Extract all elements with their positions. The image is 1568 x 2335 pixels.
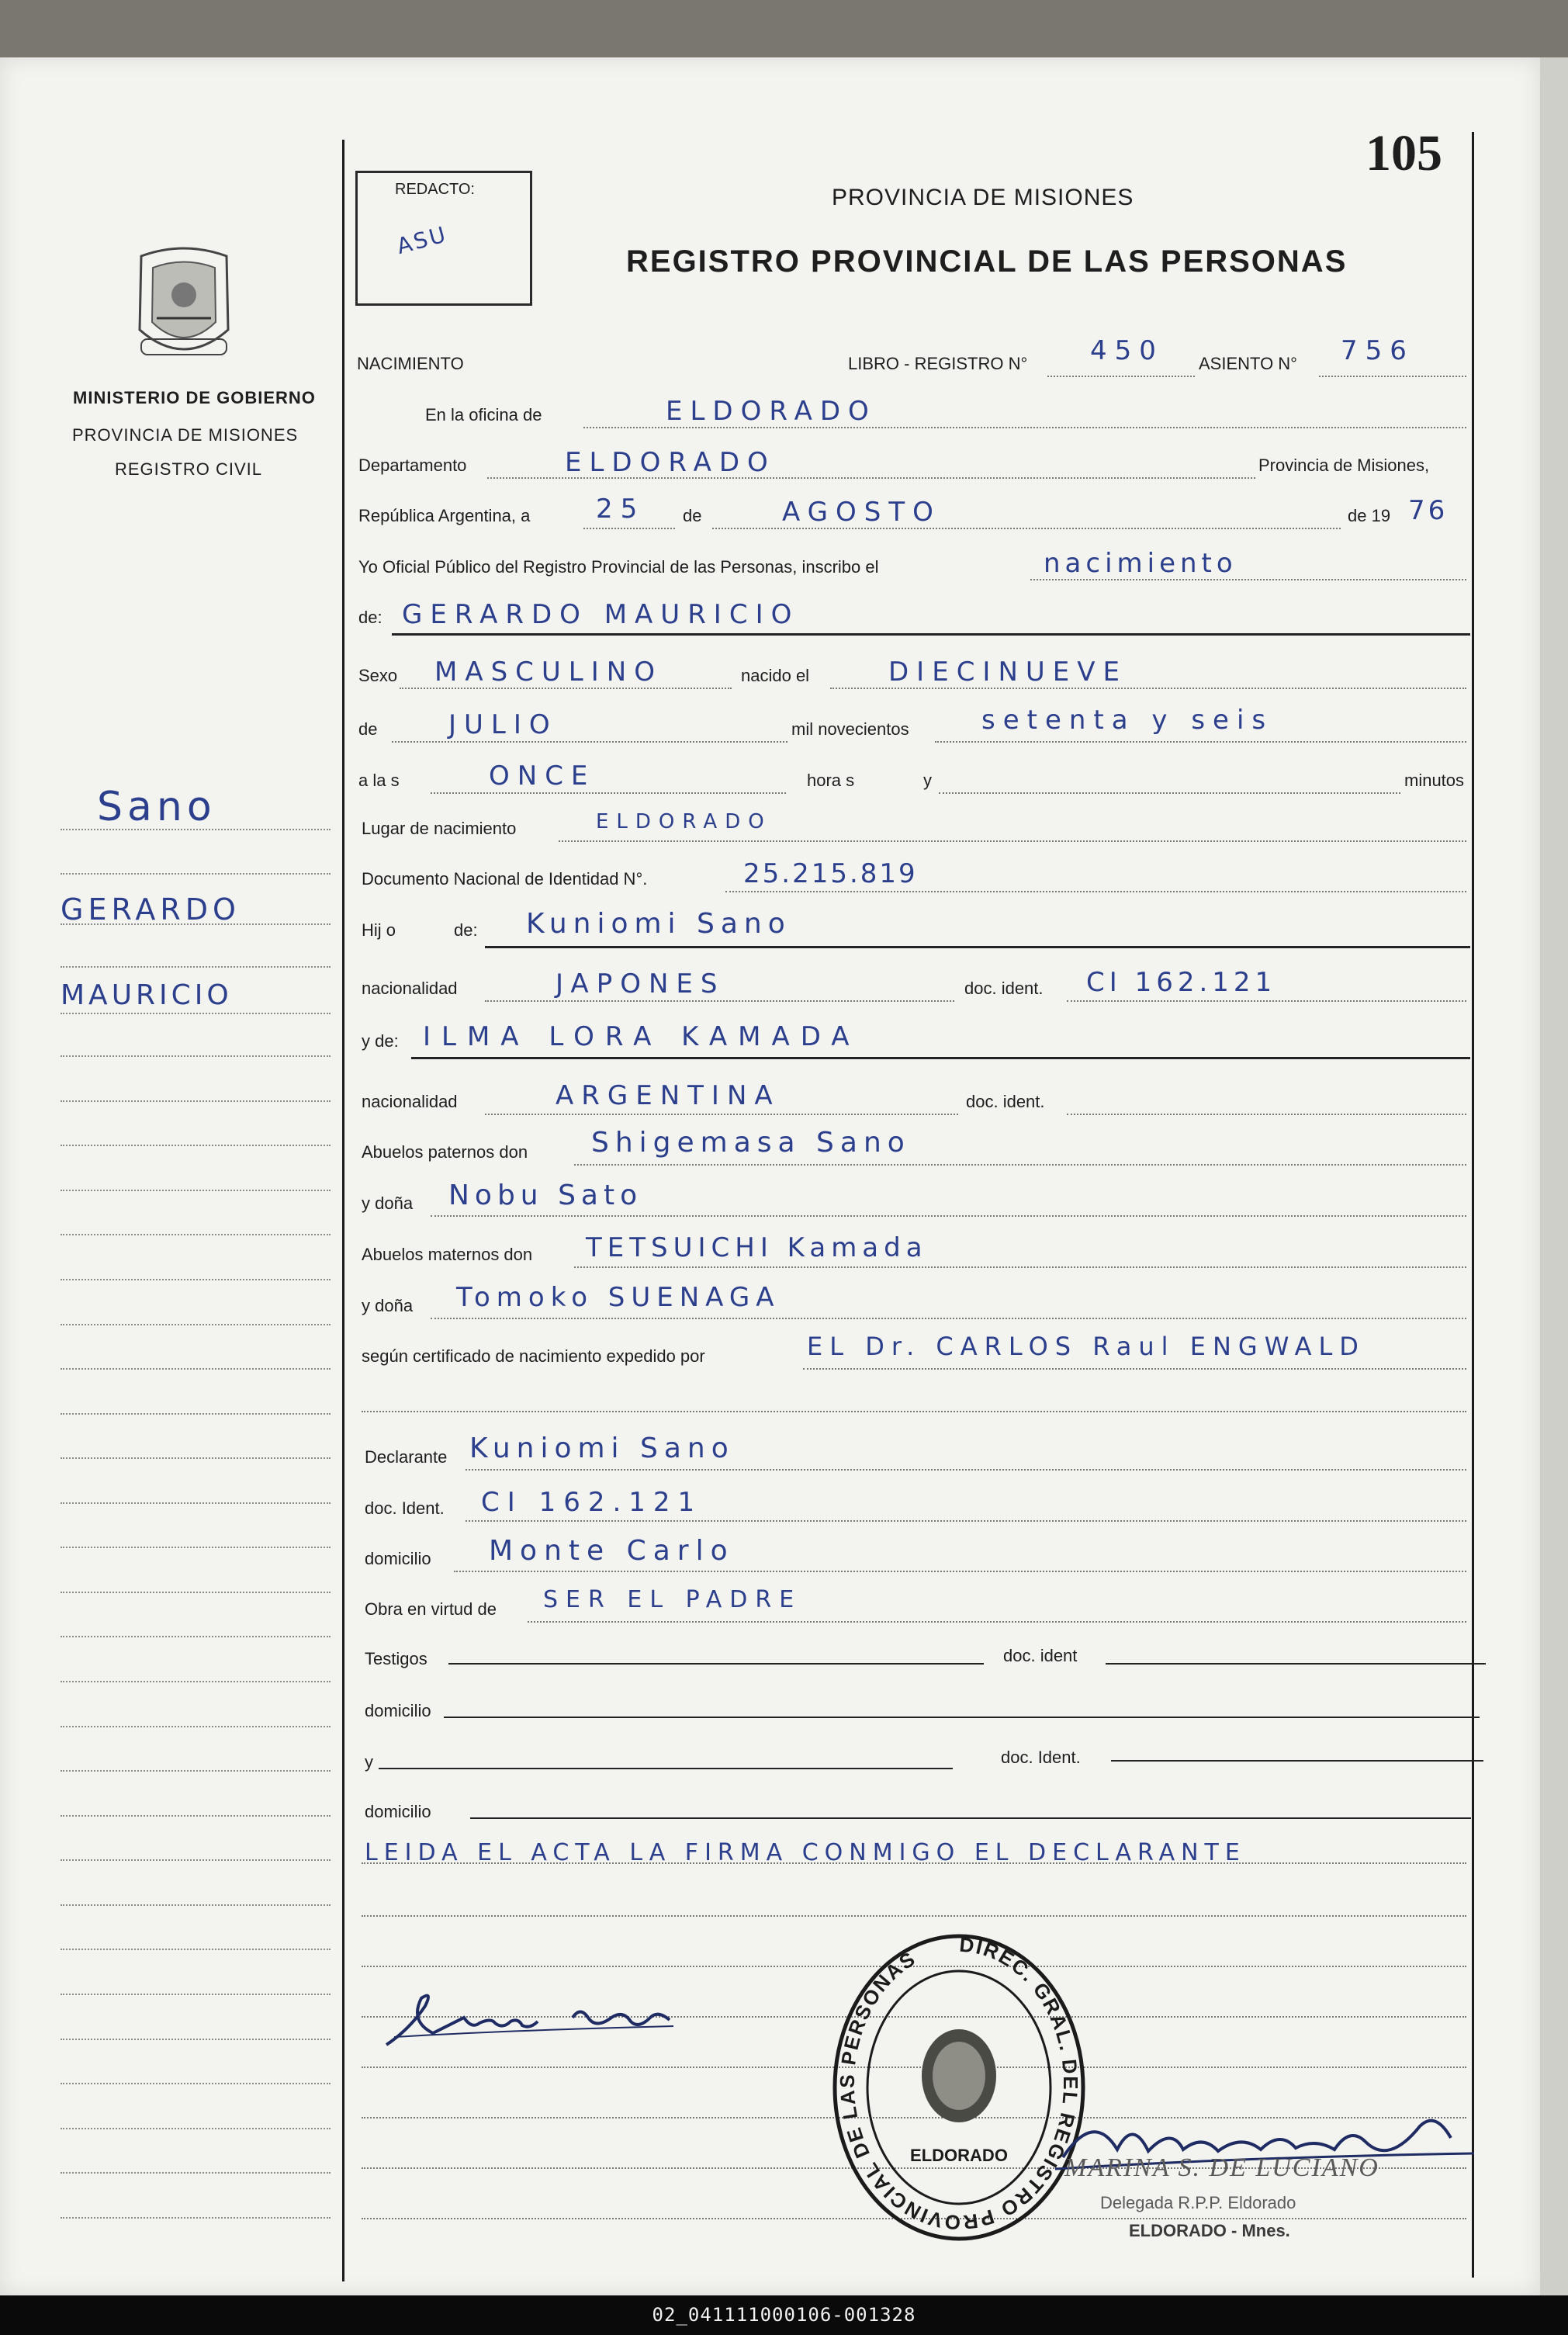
binder-edge [1540, 57, 1568, 2295]
padre-value: Kuniomi Sano [526, 908, 791, 940]
margin-surname: Sano [97, 784, 216, 830]
nombre-line [392, 633, 1470, 636]
background-top [0, 0, 1568, 61]
madre-value: ILMA LORA KAMADA [423, 1021, 860, 1052]
official-role: Delegada R.P.P. Eldorado [1100, 2193, 1296, 2212]
abuelo-mat-value: TETSUICHI Kamada [586, 1232, 928, 1263]
departamento-label: Departamento [358, 456, 467, 475]
official-city: ELDORADO - Mnes. [1129, 2221, 1290, 2240]
testigo2-doc-label: doc. Ident. [1001, 1748, 1081, 1767]
abuela-pat-line [431, 1215, 1466, 1217]
redacto-box [355, 171, 532, 306]
abuela-pat-value: Nobu Sato [448, 1180, 643, 1211]
madre-doc-label: doc. ident. [966, 1092, 1045, 1111]
left-margin-rule [342, 140, 344, 2281]
margin-line [61, 1502, 331, 1504]
obra-line [528, 1621, 1466, 1623]
mes-value: AGOSTO [782, 497, 941, 528]
republica-label: República Argentina, a [358, 506, 531, 525]
margin-line [61, 966, 331, 968]
padre-nac-value: JAPONES [556, 968, 725, 999]
abuelo-pat-value: Shigemasa Sano [591, 1127, 911, 1159]
asiento-label: ASIENTO N° [1199, 354, 1297, 373]
margin-firstname: GERARDO [61, 892, 241, 927]
oficina-line [583, 427, 1466, 428]
official-name: MARINA S. DE LUCIANO [1064, 2153, 1379, 2182]
margin-line [61, 2083, 331, 2084]
margin-line [61, 1726, 331, 1727]
asiento-line [1319, 376, 1466, 377]
oficial-line [1030, 579, 1466, 580]
stamp-city: ELDORADO [910, 2146, 1008, 2165]
margin-line [61, 1547, 331, 1548]
declarante-label: Declarante [365, 1447, 448, 1467]
padre-doc-line [1067, 1000, 1466, 1002]
margin-line [61, 1592, 331, 1593]
margin-line [61, 1859, 331, 1861]
y-label: y [923, 771, 932, 790]
mes-nac-de-label: de [358, 719, 378, 739]
declarant-signature [379, 1975, 689, 2060]
oficina-value: ELDORADO [666, 396, 877, 427]
asiento-value: 756 [1341, 335, 1414, 366]
margin-line [61, 1234, 331, 1235]
ministry-label: MINISTERIO DE GOBIERNO [73, 388, 316, 407]
mes-nac-value: JULIO [448, 709, 558, 740]
margin-middlename: MAURICIO [61, 979, 233, 1011]
certificado-label: según certificado de nacimiento expedido por [362, 1346, 705, 1366]
declarante-doc-value: CI 162.121 [481, 1487, 703, 1518]
margin-line [61, 1815, 331, 1817]
coat-of-arms-icon [126, 244, 242, 369]
milnov-label: mil novecientos [791, 719, 909, 739]
hora-value: ONCE [489, 760, 596, 792]
sexo-value: MASCULINO [434, 657, 663, 688]
page-number: 105 [1366, 125, 1442, 182]
padre-doc-label: doc. ident. [964, 979, 1044, 998]
madre-nac-line [485, 1114, 958, 1115]
nombre-value: GERARDO MAURICIO [402, 599, 800, 630]
sexo-line [400, 688, 732, 689]
margin-line [61, 1145, 331, 1146]
alas-label: a la s [358, 771, 400, 790]
margin-line [61, 1681, 331, 1682]
sexo-label: Sexo [358, 666, 398, 685]
lugar-label: Lugar de nacimiento [362, 819, 517, 838]
abuelo-pat-line [574, 1164, 1466, 1166]
testigo2-domicilio-label: domicilio [365, 1802, 431, 1821]
margin-line [61, 1457, 331, 1459]
margin-line [61, 1279, 331, 1280]
madre-nac-value: ARGENTINA [556, 1080, 781, 1111]
testigos-line [448, 1663, 984, 1665]
registry-label: REGISTRO CIVIL [115, 459, 263, 479]
mes-line [712, 528, 1341, 529]
domicilio-value: Monte Carlo [489, 1535, 735, 1567]
padre-doc-value: CI 162.121 [1086, 967, 1277, 998]
anio-value: 76 [1408, 495, 1449, 526]
margin-line [61, 1055, 331, 1057]
libro-line [1047, 376, 1195, 377]
domicilio-label: domicilio [365, 1549, 431, 1568]
dni-value: 25.215.819 [743, 858, 918, 889]
nacido-label: nacido el [741, 666, 810, 685]
lugar-line [559, 840, 1466, 842]
padre-nac-label: nacionalidad [362, 979, 458, 998]
hora-line [431, 792, 786, 794]
abuela-mat-line [431, 1318, 1466, 1319]
certificado-value: EL Dr. CARLOS Raul ENGWALD [807, 1332, 1366, 1361]
margin-line [61, 1013, 331, 1014]
departamento-value: ELDORADO [565, 447, 776, 478]
oficial-label: Yo Oficial Público del Registro Provincial de las Personas, inscribo el [358, 557, 879, 577]
minutos-label: minutos [1404, 771, 1465, 790]
margin-line [61, 2128, 331, 2129]
margin-line [61, 1636, 331, 1637]
nombre-de-label: de: [358, 608, 382, 627]
anio-nac-value: setenta y seis [981, 705, 1274, 736]
anio-nac-line [935, 741, 1466, 743]
header-title: REGISTRO PROVINCIAL DE LAS PERSONAS [626, 244, 1348, 279]
notes-line [362, 1915, 1466, 1917]
notes-line [362, 1862, 1466, 1864]
dia-line [583, 528, 675, 529]
declarante-line [466, 1469, 1466, 1471]
dni-line [725, 891, 1466, 892]
margin-line [61, 1994, 331, 1995]
dni-label: Documento Nacional de Identidad N°. [362, 869, 648, 889]
certificado-line-2 [362, 1411, 1466, 1412]
horas-label: hora s [807, 771, 855, 790]
nacido-value: DIECINUEVE [888, 657, 1128, 688]
abuela-pat-label: y doña [362, 1193, 414, 1213]
madre-nac-label: nacionalidad [362, 1092, 458, 1111]
abuelos-mat-label: Abuelos maternos don [362, 1245, 533, 1264]
testigo2-y-label: y [365, 1752, 373, 1772]
oficial-value: nacimiento [1044, 548, 1237, 579]
margin-line [61, 2217, 331, 2219]
image-caption: 02_041111000106-001328 [0, 2295, 1568, 2335]
nacimiento-label: NACIMIENTO [357, 354, 464, 373]
padre-nac-line [485, 1000, 954, 1002]
province-label: PROVINCIA DE MISIONES [72, 425, 299, 445]
hijo-label: Hij o [362, 920, 396, 940]
mes-nac-line [392, 741, 787, 743]
official-stamp [829, 1928, 1089, 2247]
margin-line [61, 923, 331, 925]
margin-line [61, 1413, 331, 1415]
abuela-mat-value: Tomoko SUENAGA [456, 1282, 781, 1313]
testigos-doc-line [1106, 1663, 1486, 1665]
abuelos-pat-label: Abuelos paternos don [362, 1142, 528, 1162]
declarante-doc-line [466, 1520, 1466, 1522]
testigo1-domicilio-label: domicilio [365, 1701, 431, 1720]
oficina-label: En la oficina de [425, 405, 542, 424]
margin-line [61, 2039, 331, 2040]
redacto-value: ASU [393, 220, 451, 260]
obra-label: Obra en virtud de [365, 1599, 497, 1619]
domicilio-line [454, 1571, 1466, 1572]
margin-line [61, 829, 331, 830]
right-margin-rule [1472, 132, 1474, 2278]
testigo2-line [379, 1768, 953, 1769]
redacto-label: REDACTO: [395, 181, 475, 198]
testigos-label: Testigos [365, 1649, 427, 1668]
hijo-de-label: de: [454, 920, 478, 940]
obra-value: SER EL PADRE [543, 1586, 802, 1613]
madre-doc-line [1067, 1114, 1466, 1115]
margin-line [61, 1904, 331, 1906]
nacido-line [830, 688, 1466, 689]
padre-line [485, 946, 1470, 948]
margin-line [61, 1949, 331, 1950]
stamp-text: DIREC. GRAL. DEL REGISTRO PROVINCIAL DE LAS PERSONAS [835, 1932, 1082, 2235]
testigo1-domicilio-line [444, 1717, 1480, 1718]
margin-line [61, 1770, 331, 1772]
libro-label: LIBRO - REGISTRO N° [848, 354, 1028, 373]
lugar-value: ELDORADO [596, 810, 772, 833]
libro-value: 450 [1090, 335, 1164, 366]
declarante-doc-label: doc. Ident. [365, 1498, 445, 1518]
certificado-line [803, 1368, 1466, 1370]
margin-line [61, 1190, 331, 1191]
margin-line [61, 1324, 331, 1325]
dia-value: 25 [596, 494, 646, 525]
provincia-label: Provincia de Misiones, [1258, 456, 1430, 475]
margin-line [61, 2172, 331, 2174]
madre-yde-label: y de: [362, 1031, 399, 1051]
de-label: de [683, 506, 702, 525]
testigos-doc-label: doc. ident [1003, 1646, 1078, 1665]
abuela-mat-label: y doña [362, 1296, 414, 1315]
testigo2-doc-line [1111, 1760, 1483, 1762]
margin-line [61, 1100, 331, 1102]
margin-line [61, 873, 331, 875]
leida-note: LEIDA EL ACTA LA FIRMA CONMIGO EL DECLARANTE [365, 1839, 1246, 1866]
margin-line [61, 1368, 331, 1370]
testigo2-domicilio-line [470, 1817, 1471, 1819]
declarante-value: Kuniomi Sano [469, 1433, 735, 1464]
minutos-line [939, 792, 1400, 794]
header-province: PROVINCIA DE MISIONES [832, 185, 1134, 210]
anio-label: de 19 [1348, 506, 1391, 525]
madre-line [411, 1057, 1470, 1059]
abuelo-mat-line [574, 1266, 1466, 1268]
